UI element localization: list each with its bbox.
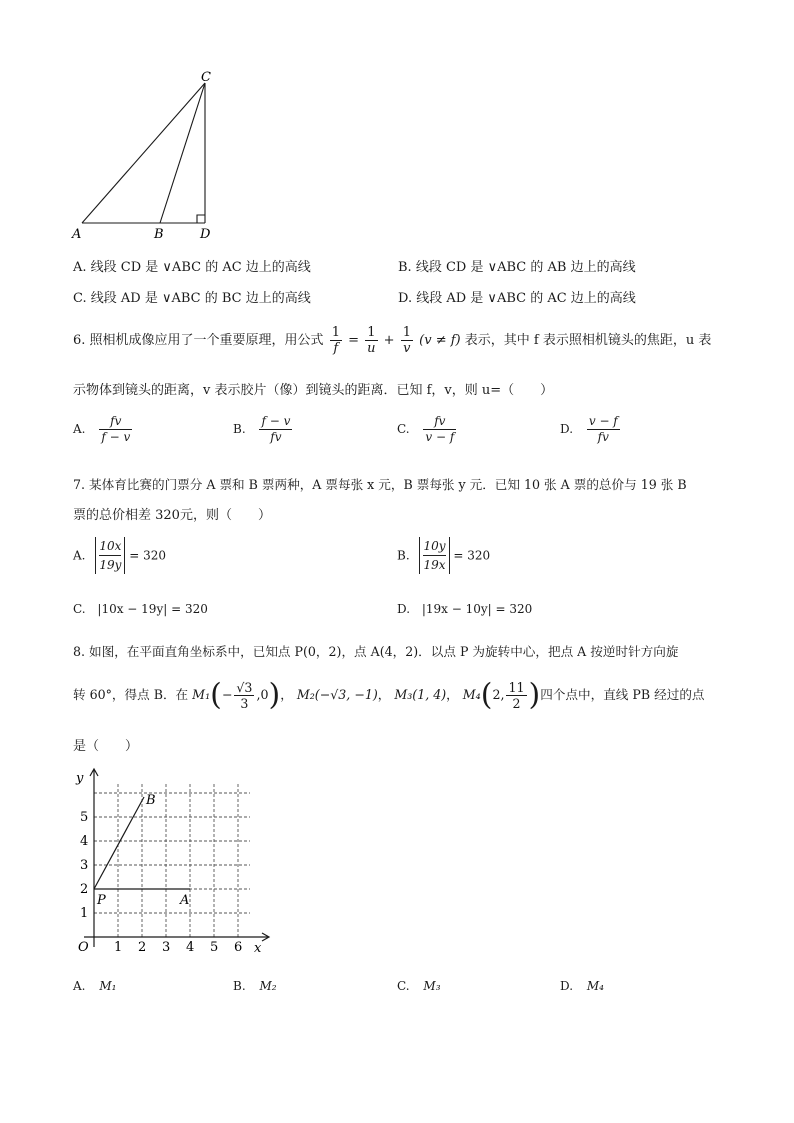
option-label: B. <box>233 422 246 436</box>
q7-option-c[interactable] <box>73 602 208 616</box>
option-label: B. <box>233 979 246 993</box>
point-m2: M₂(−√3, −1) <box>296 687 378 702</box>
label-C: C <box>201 70 211 85</box>
option-label: D. <box>560 422 574 436</box>
segment-PB <box>94 797 144 889</box>
label-B: B <box>154 227 164 242</box>
y-tick-1: 1 <box>80 906 89 921</box>
option-fraction: $\frac{fv}{v - f}$ <box>425 414 455 444</box>
q7-line1: 7. 某体育比赛的门票分 A 票和 B 票两种，A 票每张 x 元，B 票每张 y 元．已知 10 张 A 票的总价与 19 张 B <box>73 477 687 492</box>
option-label: D. <box>560 979 574 993</box>
q7-line2: 票的总价相差 320元，则（ ） <box>73 508 271 523</box>
x-tick-4: 4 <box>186 940 195 955</box>
option-expression: |10x − 19y| = 320 <box>97 602 208 616</box>
q8-option-b[interactable] <box>233 979 277 993</box>
q7-option-b[interactable] <box>397 537 490 574</box>
option-label: C. <box>397 422 410 436</box>
formula-1-over-u: $\frac{1}{u}$ <box>367 325 376 356</box>
triangle-figure <box>60 65 230 245</box>
option-rhs: = 320 <box>129 548 166 563</box>
q6-option-d[interactable] <box>560 414 622 445</box>
q8-option-d[interactable] <box>560 979 604 993</box>
coordinate-graph <box>70 762 280 960</box>
option-rhs: = 320 <box>453 548 491 563</box>
q7-option-a[interactable] <box>73 537 166 574</box>
segment-AC <box>82 83 205 223</box>
paren-open: ( <box>480 677 493 713</box>
paren-close: ) <box>528 677 541 713</box>
formula-1-over-v: $\frac{1}{v}$ <box>402 325 411 356</box>
formula-condition: (v ≠ f) <box>419 333 461 348</box>
q5-option-b[interactable]: B. 线段 CD 是 ∨ABC 的 AB 边上的高线 <box>398 260 636 275</box>
q7-option-d[interactable] <box>397 602 532 616</box>
q6-text-start: 6. 照相机成像应用了一个重要原理，用公式 <box>73 333 324 348</box>
label-A: A <box>72 227 82 242</box>
q8-line2-end: 四个点中，直线 PB 经过的点 <box>540 687 705 702</box>
q6-option-c[interactable] <box>397 414 458 445</box>
x-tick-2: 2 <box>138 940 147 955</box>
q8-option-a[interactable] <box>73 979 116 993</box>
q6-line1 <box>73 323 711 359</box>
point-B-label: B <box>146 793 156 808</box>
option-determinant: $\frac{10x}{19y}$ <box>95 537 125 574</box>
option-fraction: $\frac{fv}{f - v}$ <box>101 414 131 444</box>
x-tick-1: 1 <box>114 940 123 955</box>
option-label: A. <box>73 979 86 993</box>
m1-tail: ,0 <box>256 687 269 702</box>
q8-line3: 是（ ） <box>73 739 139 754</box>
option-value: M₃ <box>423 979 441 993</box>
q6-option-b[interactable] <box>233 414 294 445</box>
segment-BC <box>160 83 205 223</box>
formula-1-over-f: $\frac{1}{f}$ <box>331 325 340 356</box>
point-m1-name: M₁ <box>192 687 211 702</box>
x-tick-3: 3 <box>162 940 171 955</box>
right-angle-mark <box>197 215 205 223</box>
option-label: B. <box>397 548 410 563</box>
option-label: D. <box>397 602 411 616</box>
q5-option-c[interactable]: C. 线段 AD 是 ∨ABC 的 BC 边上的高线 <box>73 291 311 306</box>
option-value: M₄ <box>586 979 604 993</box>
option-fraction: $\frac{v - f}{fv}$ <box>588 414 618 444</box>
option-fraction: $\frac{f - v}{fv}$ <box>261 414 291 444</box>
equals-sign: = <box>348 333 360 348</box>
option-value: M₁ <box>99 979 117 993</box>
q5-option-d[interactable]: D. 线段 AD 是 ∨ABC 的 AC 边上的高线 <box>398 291 636 306</box>
y-tick-3: 3 <box>80 858 89 873</box>
option-label: A. <box>73 548 86 563</box>
q8-line1: 8. 如图，在平面直角坐标系中，已知点 P(0，2)，点 A(4，2)．以点 P 为旋转中心，把点 A 按逆时针方向旋 <box>73 644 679 659</box>
option-determinant: $\frac{10y}{19x}$ <box>419 537 449 574</box>
q6-text-end: 表示，其中 f 表示照相机镜头的焦距，u 表 <box>464 333 712 348</box>
q8-line2-start: 转 60°，得点 B．在 <box>73 687 189 702</box>
option-label: C. <box>397 979 410 993</box>
y-tick-5: 5 <box>80 810 89 825</box>
point-m4-name: M₄ <box>462 687 481 702</box>
axis-x-label: x <box>254 941 262 956</box>
origin-label: O <box>78 940 89 955</box>
m1-fraction: $\frac{√3}{3}$ <box>236 680 253 711</box>
axis-y-label: y <box>76 771 84 786</box>
x-tick-6: 6 <box>234 940 243 955</box>
plus-sign: + <box>383 333 395 348</box>
point-P-label: P <box>97 893 106 908</box>
q6-line2: 示物体到镜头的距离，v 表示胶片（像）到镜头的距离．已知 f，v，则 u=（ ） <box>73 383 554 398</box>
paren-close: ) <box>268 677 281 713</box>
point-A-label: A <box>180 893 190 908</box>
x-tick-5: 5 <box>210 940 219 955</box>
y-tick-2: 2 <box>80 882 89 897</box>
option-label: A. <box>73 422 86 436</box>
y-tick-4: 4 <box>80 834 89 849</box>
option-value: M₂ <box>259 979 277 993</box>
option-label: C. <box>73 602 86 616</box>
q8-line2: 转 60°，得点 B．在 M₁(− $\frac{√3}{3}$ ,0)， M₂(−√3, −1)， M₃(1, 4)， M₄(2, $\frac{11}{2}$ )四个点中，直线 PB 经过的点 <box>73 677 705 713</box>
q5-option-a[interactable]: A. 线段 CD 是 ∨ABC 的 AC 边上的高线 <box>73 260 311 275</box>
option-expression: |19x − 10y| = 320 <box>421 602 533 616</box>
point-m3: M₃(1, 4) <box>394 687 447 702</box>
q6-option-a[interactable] <box>73 414 134 445</box>
m4-head: 2, <box>492 687 505 702</box>
q8-option-c[interactable] <box>397 979 441 993</box>
paren-open: ( <box>210 677 222 713</box>
label-D: D <box>200 227 211 242</box>
m4-fraction: $\frac{11}{2}$ <box>508 680 525 711</box>
